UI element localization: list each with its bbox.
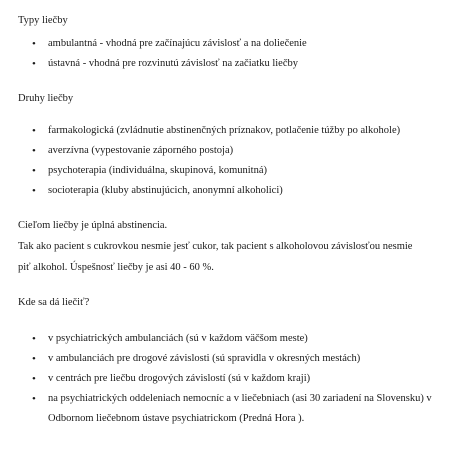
paragraph-line: Cieľom liečby je úplná abstinencia. — [18, 220, 168, 231]
list-item: • na psychiatrických oddeleniach nemocníc a v liečebniach (asi 30 zariadení na Slovensku) v Odbornom liečebnom ústave psychiatrickom (Predná Hora ). — [18, 389, 443, 429]
section-heading-treatment-types: Typy liečby — [18, 15, 68, 26]
document-page — [18, 10, 443, 429]
treatment-places-list — [18, 329, 443, 429]
paragraph-line: piť alkohol. Úspešnosť liečby je asi 40 - 60 %. — [18, 262, 214, 273]
list-item: • v centrách pre liečbu drogových závislostí (sú v každom kraji) — [18, 369, 443, 389]
treatment-types-list — [18, 34, 443, 74]
paragraph-line: Tak ako pacient s cukrovkou nesmie jesť cukor, tak pacient s alkoholovou závislosťou nesmie — [18, 241, 413, 252]
list-item: • ambulantná - vhodná pre začínajúcu závislosť a na doliečenie — [18, 34, 443, 54]
goal-paragraph — [18, 215, 443, 278]
list-item: • ústavná - vhodná pre rozvinutú závislosť na začiatku liečby — [18, 54, 443, 74]
list-item: • v ambulanciách pre drogové závislosti (sú spravidla v okresných mestách) — [18, 349, 443, 369]
list-item: • v psychiatrických ambulanciách (sú v každom väčšom meste) — [18, 329, 443, 349]
section-heading-treatment-kinds: Druhy liečby — [18, 93, 74, 104]
section-heading-where: Kde sa dá liečiť? — [18, 297, 90, 308]
list-item: • averzívna (vypestovanie záporného postoja) — [18, 141, 443, 161]
treatment-kinds-list — [18, 121, 443, 201]
list-item: • psychoterapia (individuálna, skupinová, komunitná) — [18, 161, 443, 181]
list-item: • socioterapia (kluby abstinujúcich, anonymní alkoholici) — [18, 181, 443, 201]
list-item: • farmakologická (zvládnutie abstinenčných príznakov, potlačenie túžby po alkohole) — [18, 121, 443, 141]
